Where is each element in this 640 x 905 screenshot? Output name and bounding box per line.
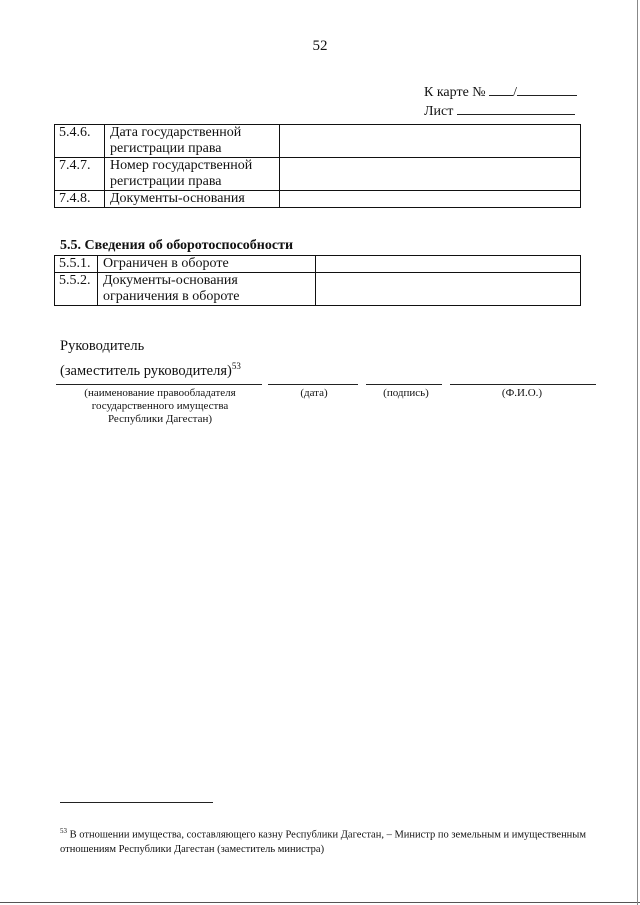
signature-caption: (подпись): [383, 387, 429, 399]
scan-bottom-edge: [0, 902, 640, 903]
row-value: [280, 158, 581, 191]
row-number: 7.4.7.: [55, 158, 105, 191]
date-caption: (дата): [300, 387, 328, 399]
footnote: [60, 824, 586, 857]
row-number: 5.4.6.: [55, 125, 105, 158]
row-label: Документы-основания ограничения в обороте: [98, 273, 316, 306]
row-number: 5.5.1.: [55, 256, 98, 273]
footnote-number: 53: [60, 827, 67, 835]
card-number-blank-2: [517, 82, 577, 96]
scan-right-edge: [637, 0, 638, 905]
signer-title: Руководитель: [60, 338, 145, 354]
row-value: [316, 256, 581, 273]
table-row: [55, 158, 581, 191]
name-caption: (Ф.И.О.): [501, 387, 543, 399]
owner-signature-line: [56, 384, 262, 385]
footnote-text: В отношении имущества, составляющего казну Республики Дагестан, – Министр по земельным и имущественным отношениям Республики Дагестан (заместитель министра): [60, 829, 587, 855]
name-signature-line: [450, 384, 596, 385]
signer-block: [60, 336, 241, 381]
turnover-table: [54, 255, 581, 306]
card-number-label: К карте №: [424, 85, 486, 100]
row-number: 5.5.2.: [55, 273, 98, 306]
row-label: Номер государственной регистрации права: [105, 158, 280, 191]
row-label: Дата государственной регистрации права: [105, 125, 280, 158]
owner-caption: (наименование правообладателя государственного имущества Республики Дагестан): [84, 387, 236, 425]
section-title: 5.5. Сведения об оборотоспособности: [60, 238, 294, 253]
sheet-blank: [457, 101, 575, 115]
table-row: [55, 273, 581, 306]
row-value: [316, 273, 581, 306]
footnote-separator: [60, 802, 213, 803]
signature-line: [366, 384, 442, 385]
table-row: [55, 191, 581, 208]
card-number-slash: /: [513, 85, 518, 100]
sheet-line: [424, 101, 577, 120]
footnote-mark: 53: [231, 361, 241, 371]
page-number: 52: [312, 38, 328, 54]
date-signature-line: [268, 384, 358, 385]
row-value: [280, 191, 581, 208]
signer-deputy: [60, 356, 241, 381]
row-number: 7.4.8.: [55, 191, 105, 208]
card-number-blank: [489, 82, 513, 96]
rights-table: [54, 124, 581, 208]
sheet-label: Лист: [424, 104, 454, 119]
card-reference: [424, 82, 577, 120]
signer-deputy-text: (заместитель руководителя): [60, 362, 232, 379]
row-label: Ограничен в обороте: [98, 256, 316, 273]
card-number-line: [424, 82, 577, 101]
table-row: [55, 125, 581, 158]
table-row: [55, 256, 581, 273]
row-value: [280, 125, 581, 158]
row-label: Документы-основания: [105, 191, 280, 208]
